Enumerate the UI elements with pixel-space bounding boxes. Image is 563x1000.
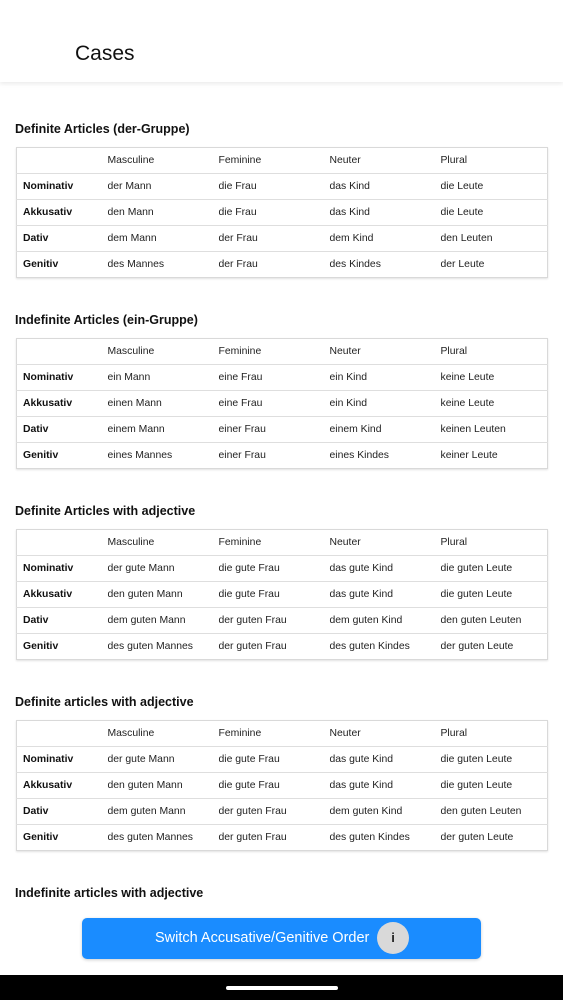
table-cell: das gute Kind (324, 556, 435, 582)
table-cell: der guten Leute (440, 832, 514, 843)
case-label: Dativ (17, 417, 102, 443)
header-cell: Feminine (213, 148, 324, 174)
table-row (17, 174, 548, 200)
header-cell: Neuter (324, 339, 435, 365)
table-cell: der guten Frau (218, 641, 287, 652)
table-cell: die Frau (213, 174, 324, 200)
table-cell: die Leute (435, 200, 548, 226)
table-cell: das gute Kind (324, 747, 435, 773)
case-label: Dativ (17, 226, 102, 252)
table-cell: des guten Kindes (329, 832, 410, 843)
table-cell: die gute Frau (213, 582, 324, 608)
header-cell: Plural (435, 148, 548, 174)
table-cell: eines Mannes (107, 450, 173, 461)
table-header-row (17, 530, 548, 556)
header-cell: Masculine (102, 530, 213, 556)
table-cell: ein Mann (102, 365, 213, 391)
header-cell: Plural (435, 530, 548, 556)
table-row (17, 365, 548, 391)
table-cell: des guten Mannes (107, 832, 193, 843)
table-cell: der Leute (440, 259, 485, 270)
case-label: Akkusativ (17, 391, 102, 417)
header-cell (17, 339, 102, 365)
switch-order-label: Switch Accusative/Genitive Order (155, 930, 370, 946)
table-cell: eine Frau (213, 391, 324, 417)
table-cell: dem guten Mann (102, 799, 213, 825)
table-cell: der gute Mann (102, 747, 213, 773)
section-definite-articles (15, 119, 547, 270)
info-icon[interactable]: i (377, 922, 409, 954)
table-cell: die gute Frau (213, 556, 324, 582)
header-cell: Feminine (213, 339, 324, 365)
table-header-row (17, 148, 548, 174)
header-cell: Neuter (324, 530, 435, 556)
table-cell: das gute Kind (324, 582, 435, 608)
header-cell: Masculine (102, 721, 213, 747)
table-cell: den Mann (102, 200, 213, 226)
header-cell: Plural (435, 721, 548, 747)
section-indefinite-articles (15, 310, 547, 461)
case-label: Nominativ (17, 365, 102, 391)
table-cell: der Mann (102, 174, 213, 200)
case-label: Akkusativ (17, 773, 102, 799)
header-cell (17, 148, 102, 174)
table-cell: keiner Leute (440, 450, 498, 461)
table-cell: die gute Frau (213, 747, 324, 773)
header-cell: Neuter (324, 148, 435, 174)
section-title: Indefinite Articles (ein-Gruppe) (15, 313, 198, 327)
header-cell: Plural (435, 339, 548, 365)
table-row (17, 443, 548, 469)
table-cell: der guten Frau (218, 832, 287, 843)
table-cell: den guten Mann (102, 773, 213, 799)
case-label: Nominativ (17, 174, 102, 200)
table-cell: den Leuten (435, 226, 548, 252)
table-cell: den guten Mann (102, 582, 213, 608)
table-cell: des Kindes (329, 259, 381, 270)
table-header-row (17, 721, 548, 747)
table-cell: des guten Mannes (107, 641, 193, 652)
case-label: Akkusativ (17, 200, 102, 226)
table-cell: ein Kind (324, 365, 435, 391)
table-cell: eine Frau (213, 365, 324, 391)
table-cell: den guten Leuten (435, 799, 548, 825)
section-title: Definite Articles (der-Gruppe) (15, 122, 190, 136)
table-cell: der gute Mann (102, 556, 213, 582)
section-indefinite-articles-adjective (15, 883, 547, 903)
table-cell: einen Mann (102, 391, 213, 417)
table-row (17, 799, 548, 825)
table-cell: dem guten Mann (102, 608, 213, 634)
case-table (16, 147, 548, 278)
case-label: Akkusativ (17, 582, 102, 608)
table-row (17, 252, 548, 278)
table-row (17, 556, 548, 582)
table-cell: des Mannes (107, 259, 165, 270)
system-nav-bar (0, 975, 563, 1000)
table-cell: die Leute (435, 174, 548, 200)
table-cell: keine Leute (435, 365, 548, 391)
app-bar (0, 0, 563, 82)
table-row (17, 200, 548, 226)
table-cell: die guten Leute (435, 773, 548, 799)
table-cell: der guten Leute (440, 641, 514, 652)
switch-order-button[interactable] (82, 918, 481, 959)
header-cell: Masculine (102, 339, 213, 365)
table-row (17, 773, 548, 799)
table-cell: die Frau (213, 200, 324, 226)
table-cell: die guten Leute (435, 556, 548, 582)
table-row (17, 608, 548, 634)
home-gesture-handle[interactable] (226, 986, 338, 990)
header-cell (17, 721, 102, 747)
table-row (17, 417, 548, 443)
section-title: Definite articles with adjective (15, 695, 194, 709)
case-label: Dativ (17, 799, 102, 825)
header-cell: Masculine (102, 148, 213, 174)
case-label: Genitiv (23, 641, 59, 652)
header-cell: Feminine (213, 721, 324, 747)
table-row (17, 582, 548, 608)
table-cell: des guten Kindes (329, 641, 410, 652)
table-row (17, 634, 548, 660)
table-cell: die guten Leute (435, 747, 548, 773)
table-cell: der Frau (213, 226, 324, 252)
table-cell: keinen Leuten (435, 417, 548, 443)
table-row (17, 391, 548, 417)
case-label: Genitiv (23, 450, 59, 461)
table-cell: keine Leute (435, 391, 548, 417)
case-label: Dativ (17, 608, 102, 634)
table-row (17, 747, 548, 773)
table-header-row (17, 339, 548, 365)
case-table (16, 529, 548, 660)
table-cell: die gute Frau (213, 773, 324, 799)
cases-scroll-view[interactable] (0, 82, 563, 975)
table-row (17, 226, 548, 252)
table-cell: der guten Frau (213, 608, 324, 634)
table-cell: der guten Frau (213, 799, 324, 825)
table-cell: einer Frau (213, 417, 324, 443)
table-cell: eines Kindes (329, 450, 389, 461)
header-cell: Feminine (213, 530, 324, 556)
table-cell: ein Kind (324, 391, 435, 417)
header-cell: Neuter (324, 721, 435, 747)
table-row (17, 825, 548, 851)
section-title: Indefinite articles with adjective (15, 886, 204, 900)
page-title: Cases (75, 42, 135, 65)
table-cell: das Kind (324, 200, 435, 226)
section-definite-articles-adjective-2 (15, 692, 547, 843)
table-cell: einem Kind (324, 417, 435, 443)
table-cell: einem Mann (102, 417, 213, 443)
table-cell: die guten Leute (435, 582, 548, 608)
table-cell: dem Mann (102, 226, 213, 252)
table-cell: dem Kind (324, 226, 435, 252)
case-label: Nominativ (17, 556, 102, 582)
case-label: Nominativ (17, 747, 102, 773)
table-cell: der Frau (218, 259, 258, 270)
case-table (16, 338, 548, 469)
case-label: Genitiv (23, 832, 59, 843)
table-cell: das Kind (324, 174, 435, 200)
table-cell: einer Frau (218, 450, 266, 461)
case-table (16, 720, 548, 851)
case-label: Genitiv (23, 259, 59, 270)
section-title: Definite Articles with adjective (15, 504, 196, 518)
table-cell: dem guten Kind (324, 608, 435, 634)
table-cell: den guten Leuten (435, 608, 548, 634)
table-cell: dem guten Kind (324, 799, 435, 825)
section-definite-articles-adjective (15, 501, 547, 652)
header-cell (17, 530, 102, 556)
table-cell: das gute Kind (324, 773, 435, 799)
